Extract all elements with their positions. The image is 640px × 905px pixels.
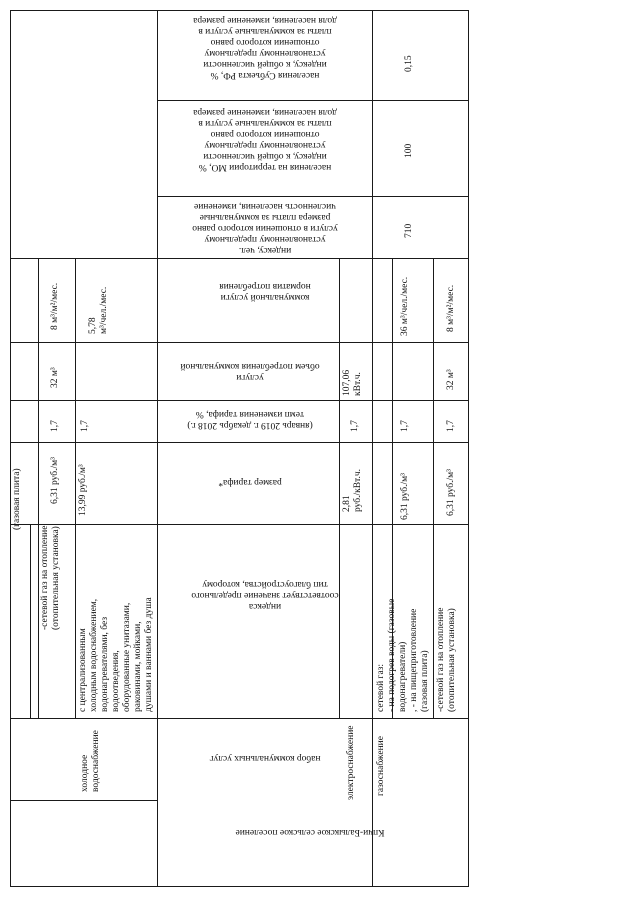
heating-1-type: -сетевой газ на отопление (отопительная установка) [40, 525, 61, 630]
cold-water-norm: 5,78 м³/чел./мес. [88, 286, 109, 334]
col-separator-mid-a [339, 258, 340, 718]
row-sep-8 [10, 718, 468, 719]
share-mo-label: населения на территории МО, % индексу, к общей численности установленному предельному отношении которого равно платы за коммунальные услуги в доля населения, изменение размера [193, 107, 337, 172]
row-sep-2 [157, 196, 468, 197]
row-sep-4 [10, 342, 468, 343]
gas-type-a: сетевой газ: - на подогрев воды (газовые водонагреватели) , - на пищеприготовление (газовая плита) [376, 598, 430, 712]
electricity-tariff: 2,81 руб./кВт.ч. [342, 468, 363, 512]
table-border-top [10, 10, 468, 11]
table-border-bottom [10, 886, 468, 887]
row-sep-9 [10, 800, 157, 801]
header-consumption-norm: коммунальной услуги норматив потребления [219, 281, 311, 302]
col-sep-left-row [30, 524, 31, 718]
electricity-service: электроснабжение [346, 725, 356, 800]
col-separator-1 [157, 10, 158, 887]
electricity-rate: 1,7 [350, 420, 360, 432]
share-subject-label: населения Субъекта РФ, % индексу, к общей численности установленному предельному отношении которого равно платы за коммунальные услуги в доля населения, изменение размера [193, 15, 337, 80]
row-sep-7 [10, 524, 468, 525]
col-separator-left-b [75, 258, 76, 718]
row-sep-5 [10, 400, 468, 401]
gas-rate-b: 1,7 [446, 420, 456, 432]
gas-service: газоснабжение [376, 736, 386, 796]
col-separator-left-a [38, 258, 39, 718]
population-value: 710 [404, 223, 414, 238]
share-subject-value: 0,15 [404, 55, 414, 72]
row-sep-3 [10, 258, 468, 259]
gas-norm-a: 36 м³/чел./мес. [400, 276, 410, 336]
cold-water-tariff: 13,99 руб./м³ [78, 464, 88, 516]
header-tariff-rate: (январь 2019 г. декабрь 2018 г.) темп изменения тарифа, % [187, 409, 313, 430]
population-label: индексу, чел. установленному предельному услуги в отношении которого равно размера платы за коммунальные численность населения, изменение [192, 201, 338, 255]
cold-water-rate: 1,7 [80, 420, 90, 432]
header-tariff-size: размер тарифа* [218, 477, 282, 487]
heating-1-volume: 32 м³ [50, 367, 60, 388]
gas-tariff-b: 6,31 руб./м³ [446, 469, 456, 516]
gas-tariff-a: 6,31 руб./м³ [400, 473, 410, 520]
gas-stove-tail: (газовая плита) [12, 468, 22, 530]
table-border-left [10, 10, 11, 887]
header-services-set: набор коммунальных услуг [209, 753, 321, 763]
cold-water-type: с централизованным холодным водоснабжением, водонагревателями, без водоотведения, оборудованные унитазами, раковинами, мойками, душами и ваннами без душа [78, 597, 154, 712]
gas-volume-b: 32 м³ [446, 369, 456, 390]
gas-type-b: -сетевой газ на отопление (отопительная установка) [436, 607, 457, 712]
settlement-name: Кпчи-Балыкское сельское поселение [235, 827, 385, 837]
row-sep-6 [10, 442, 468, 443]
gas-norm-b: 8 м³/м²/мес. [446, 284, 456, 332]
heating-1-rate: 1,7 [50, 420, 60, 432]
header-consumption-volume: услуги объем потребления коммунальной [180, 361, 320, 382]
cold-water-service: холодное водоснабжение [80, 730, 101, 792]
table-border-right [468, 10, 469, 887]
row-sep-1 [157, 100, 468, 101]
header-improvement-type: индекса соответствует значение предельного тип благоустройства, которому [191, 579, 339, 611]
electricity-volume: 107,06 кВт.ч. [342, 369, 363, 396]
heating-1-tariff: 6,31 руб./м³ [50, 457, 60, 504]
share-mo-value: 100 [404, 143, 414, 158]
heating-1-norm: 8 м³/м²/мес. [50, 282, 60, 330]
gas-rate-a: 1,7 [400, 420, 410, 432]
col-separator-2 [372, 10, 373, 887]
col-separator-mid-c [433, 258, 434, 718]
